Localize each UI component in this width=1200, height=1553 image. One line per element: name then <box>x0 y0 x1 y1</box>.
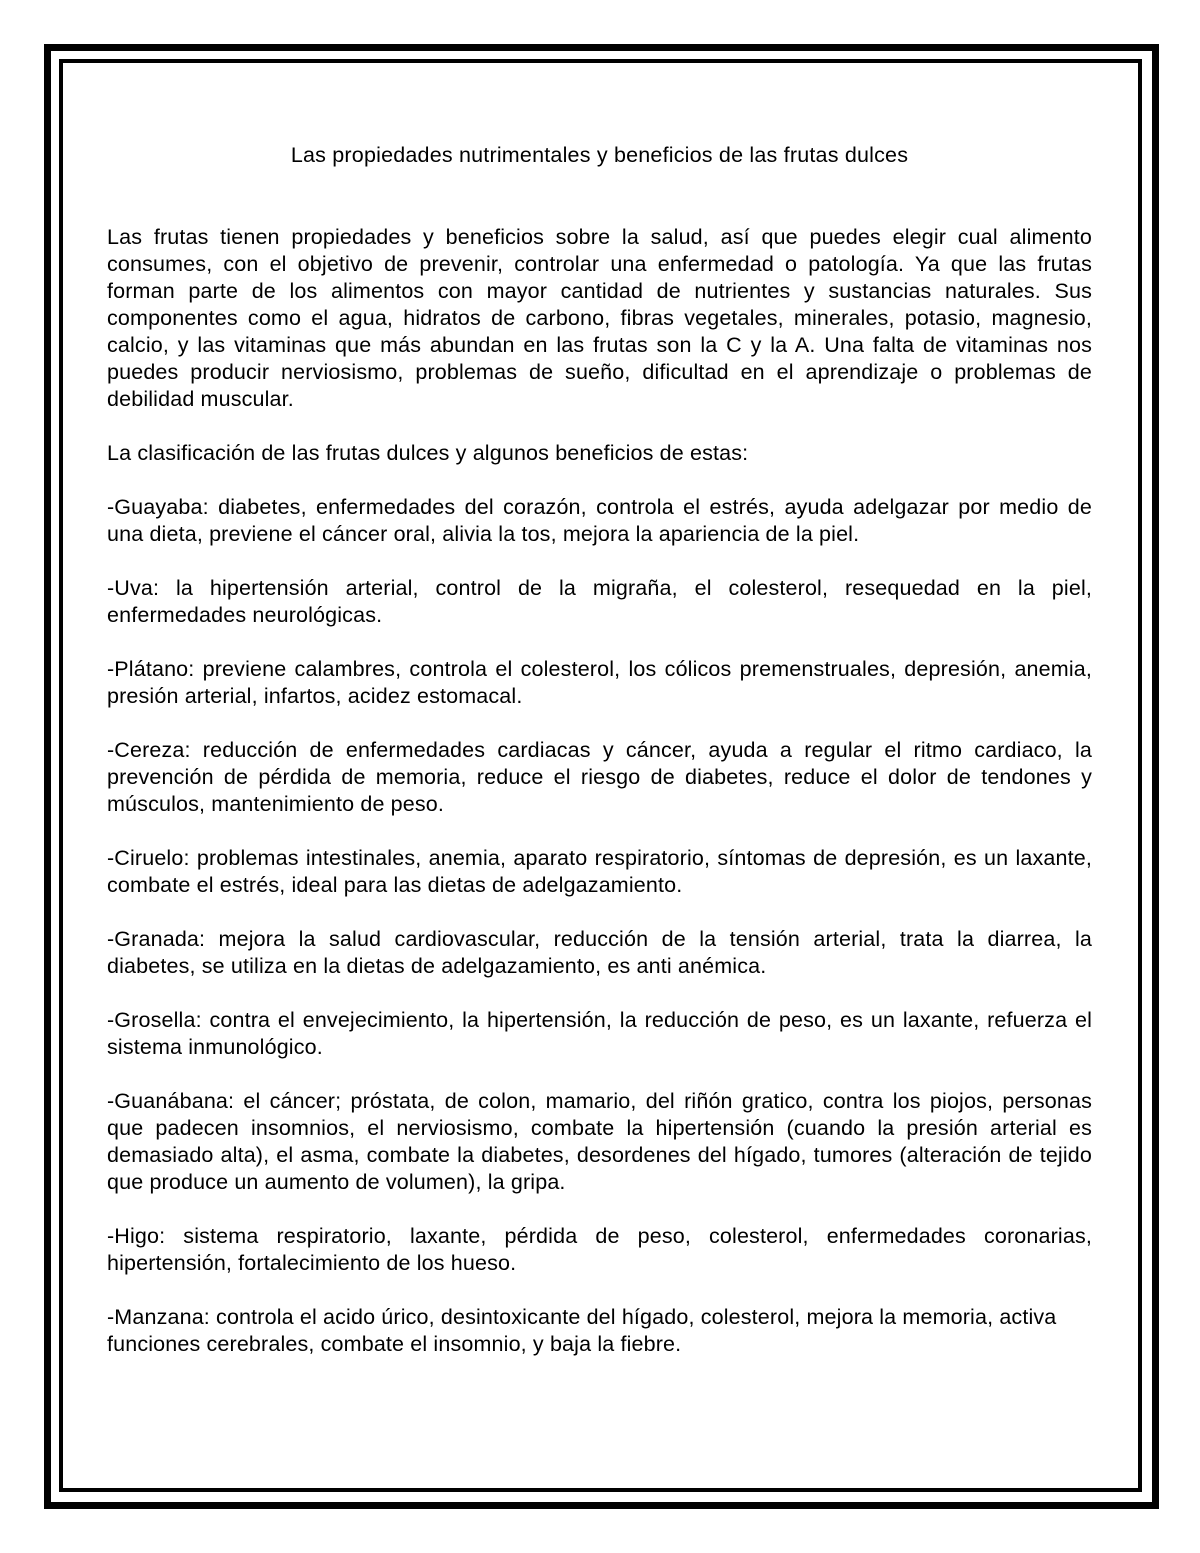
fruit-guanabana: -Guanábana: el cáncer; próstata, de colon, mamario, del riñón gratico, contra los piojos, personas que padecen insomnios, el nerviosismo, combate la hipertensión (cuando la presión arterial es demasiado alta), el asma, combate la diabetes, desordenes del hígado, tumores (alteración de tejido que produce un aumento de volumen), la gripa. <box>107 1089 1092 1194</box>
fruit-guayaba: -Guayaba: diabetes, enfermedades del corazón, controla el estrés, ayuda adelgazar por medio de una dieta, previene el cáncer oral, alivia la tos, mejora la apariencia de la piel. <box>107 495 1092 546</box>
fruit-grosella: -Grosella: contra el envejecimiento, la hipertensión, la reducción de peso, es un laxante, refuerza el sistema inmunológico. <box>107 1008 1092 1059</box>
document-title: Las propiedades nutrimentales y beneficios de las frutas dulces <box>290 143 909 167</box>
classification-heading: La clasificación de las frutas dulces y algunos beneficios de estas: <box>107 441 749 465</box>
fruit-ciruelo: -Ciruelo: problemas intestinales, anemia, aparato respiratorio, síntomas de depresión, es un laxante, combate el estrés, ideal para las dietas de adelgazamiento. <box>107 846 1092 897</box>
fruit-uva: -Uva: la hipertensión arterial, control de la migraña, el colesterol, resequedad en la piel, enfermedades neurológicas. <box>107 576 1092 627</box>
fruit-cereza: -Cereza: reducción de enfermedades cardiacas y cáncer, ayuda a regular el ritmo cardiaco, la prevención de pérdida de memoria, reduce el riesgo de diabetes, reduce el dolor de tendones y músculos, mantenimiento de peso. <box>107 738 1092 816</box>
fruit-higo: -Higo: sistema respiratorio, laxante, pérdida de peso, colesterol, enfermedades coronarias, hipertensión, fortalecimiento de los hueso. <box>107 1224 1092 1275</box>
intro-paragraph: Las frutas tienen propiedades y beneficios sobre la salud, así que puedes elegir cual alimento consumes, con el objetivo de prevenir, controlar una enfermedad o patología. Ya que las frutas forman parte de los alimentos con mayor cantidad de nutrientes y sustancias naturales. Sus componentes como el agua, hidratos de carbono, fibras vegetales, minerales, potasio, magnesio, calcio, y las vitaminas que más abundan en las frutas son la C y la A. Una falta de vitaminas nos puedes producir nerviosismo, problemas de sueño, dificultad en el aprendizaje o problemas de debilidad muscular. <box>107 225 1092 411</box>
fruit-granada: -Granada: mejora la salud cardiovascular, reducción de la tensión arterial, trata la diarrea, la diabetes, se utiliza en la dietas de adelgazamiento, es anti anémica. <box>107 927 1092 978</box>
fruit-manzana: -Manzana: controla el acido úrico, desintoxicante del hígado, colesterol, mejora la memoria, activa funciones cerebrales, combate el insomnio, y baja la fiebre. <box>107 1305 1057 1356</box>
fruit-platano: -Plátano: previene calambres, controla el colesterol, los cólicos premenstruales, depresión, anemia, presión arterial, infartos, acidez estomacal. <box>107 657 1092 708</box>
document-body <box>107 140 1092 1385</box>
